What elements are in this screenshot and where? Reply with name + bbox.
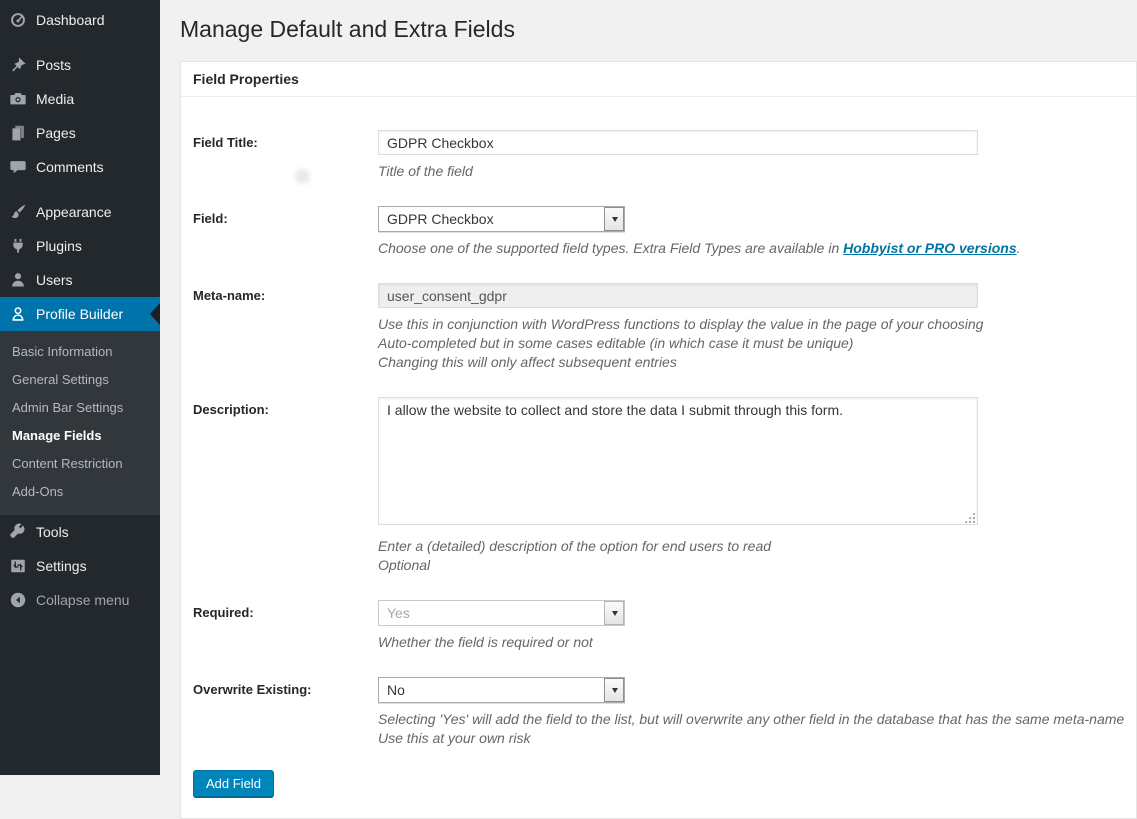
sidebar-item-label: Posts — [36, 57, 72, 73]
field-type-row — [193, 206, 1124, 258]
field-type-selected-value: GDPR Checkbox — [387, 211, 494, 227]
hobbyist-pro-versions-link[interactable]: Hobbyist or PRO versions — [843, 240, 1017, 256]
add-field-button[interactable]: Add Field — [193, 770, 274, 798]
sidebar-item-label: Plugins — [36, 238, 82, 254]
chevron-down-icon — [604, 601, 624, 625]
sidebar-item-label: Media — [36, 91, 75, 107]
menu-separator — [0, 37, 160, 48]
sidebar-subitem-manage-fields[interactable]: Manage Fields — [12, 428, 102, 443]
description-textarea[interactable] — [378, 397, 978, 525]
sidebar-item-users[interactable] — [0, 263, 160, 297]
chevron-down-icon — [604, 678, 624, 702]
field-properties-form — [181, 97, 1136, 818]
sidebar-item-label: Settings — [36, 558, 87, 574]
required-help: Whether the field is required or not — [378, 634, 593, 650]
sidebar-item-tools[interactable] — [0, 515, 160, 549]
sidebar-item-label: Pages — [36, 125, 76, 141]
required-selected-value: Yes — [387, 605, 410, 621]
menu-separator — [0, 184, 160, 195]
chevron-down-icon — [604, 207, 624, 231]
media-icon — [8, 89, 28, 109]
collapse-menu-icon — [8, 590, 28, 610]
admin-sidebar — [0, 0, 160, 775]
plugin-icon — [8, 236, 28, 256]
description-help-line2: Optional — [378, 557, 431, 573]
overwrite-help-line1: Selecting 'Yes' will add the field to the list, but will overwrite any other field in the database that has the same meta-name — [378, 711, 1125, 727]
sidebar-subitem-add-ons[interactable]: Add-Ons — [12, 484, 64, 499]
admin-content — [160, 0, 1134, 791]
meta-name-label: Meta-name: — [193, 288, 266, 303]
field-type-select[interactable] — [378, 206, 625, 232]
required-label: Required: — [193, 605, 254, 620]
description-row — [193, 397, 1124, 575]
sidebar-item-settings[interactable] — [0, 549, 160, 583]
overwrite-selected-value: No — [387, 682, 405, 698]
sidebar-item-posts[interactable] — [0, 48, 160, 82]
overwrite-help-line2: Use this at your own risk — [378, 730, 531, 746]
sidebar-item-label: Profile Builder — [36, 306, 124, 322]
meta-name-help-line1: Use this in conjunction with WordPress functions to display the value in the page of your choosing — [378, 316, 984, 332]
field-title-row — [193, 130, 1124, 181]
field-type-help: Choose one of the supported field types. Extra Field Types are available in Hobbyist or PRO versions. — [378, 240, 1021, 256]
pushpin-icon — [8, 55, 28, 75]
panel-title: Field Properties — [181, 62, 1136, 97]
description-label: Description: — [193, 402, 269, 417]
pages-icon — [8, 123, 28, 143]
sidebar-item-label: Users — [36, 272, 73, 288]
settings-icon — [8, 556, 28, 576]
sidebar-item-label: Tools — [36, 524, 69, 540]
meta-name-row — [193, 283, 1124, 372]
faint-spinner-dot — [295, 169, 310, 184]
field-title-help: Title of the field — [378, 163, 473, 179]
paintbrush-icon — [8, 202, 28, 222]
dashboard-icon — [8, 10, 28, 30]
field-title-label: Field Title: — [193, 135, 258, 150]
users-icon — [8, 270, 28, 290]
comments-icon — [8, 157, 28, 177]
field-title-input[interactable] — [378, 130, 978, 155]
wrench-icon — [8, 522, 28, 542]
sidebar-subitem-content-restriction[interactable]: Content Restriction — [12, 456, 123, 471]
overwrite-existing-row — [193, 677, 1124, 748]
sidebar-item-label: Dashboard — [36, 12, 105, 28]
meta-name-help-line3: Changing this will only affect subsequent entries — [378, 354, 677, 370]
sidebar-item-plugins[interactable] — [0, 229, 160, 263]
sidebar-item-comments[interactable] — [0, 150, 160, 184]
sidebar-item-appearance[interactable] — [0, 195, 160, 229]
sidebar-subitem-admin-bar-settings[interactable]: Admin Bar Settings — [12, 400, 124, 415]
profile-builder-submenu — [0, 331, 160, 515]
sidebar-subitem-basic-information[interactable]: Basic Information — [12, 344, 113, 359]
page-title: Manage Default and Extra Fields — [180, 16, 515, 42]
field-properties-panel — [180, 61, 1137, 819]
required-row — [193, 600, 1124, 652]
required-select — [378, 600, 625, 626]
overwrite-existing-select[interactable] — [378, 677, 625, 703]
sidebar-item-media[interactable] — [0, 82, 160, 116]
sidebar-item-label: Collapse menu — [36, 592, 130, 608]
sidebar-item-profile-builder[interactable] — [0, 297, 160, 331]
sidebar-item-label: Comments — [36, 159, 104, 175]
sidebar-item-pages[interactable] — [0, 116, 160, 150]
overwrite-existing-label: Overwrite Existing: — [193, 682, 312, 697]
meta-name-help-line2: Auto-completed but in some cases editable (in which case it must be unique) — [378, 335, 854, 351]
sidebar-item-collapse-menu[interactable] — [0, 583, 160, 617]
sidebar-item-label: Appearance — [36, 204, 112, 220]
profile-builder-icon — [8, 304, 28, 324]
meta-name-input — [378, 283, 978, 308]
description-help-line1: Enter a (detailed) description of the option for end users to read — [378, 538, 772, 554]
field-type-label: Field: — [193, 211, 228, 226]
sidebar-item-dashboard[interactable] — [0, 3, 160, 37]
sidebar-subitem-general-settings[interactable]: General Settings — [12, 372, 109, 387]
